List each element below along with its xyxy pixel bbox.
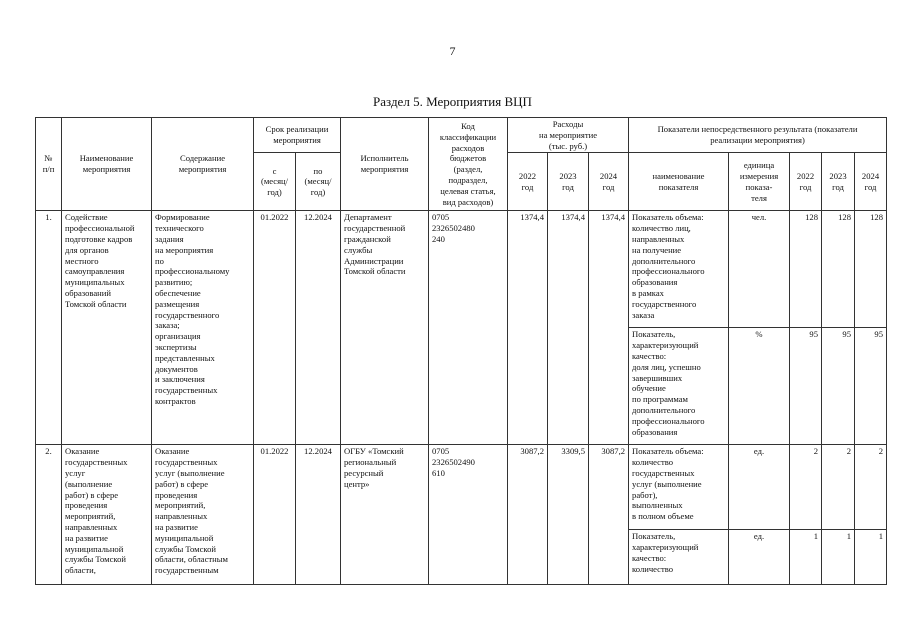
header-ind-2023: 2023 год [822,153,855,211]
executor: ОГБУ «Томский региональный ресурсный центр» [341,445,429,585]
indicator-2023: 128 [822,211,855,328]
header-indicators: Показатели непосредственного результата (показатели реализации мероприятия) [629,118,887,153]
table-row [36,211,887,328]
indicator-unit: ед. [729,445,790,530]
activity-name: Оказание государственных услуг (выполнение работ) в сфере проведения мероприятий, направленных на развитие муниципальной службы Томской области, [62,445,152,585]
indicator-2022: 95 [790,328,822,445]
indicator-name: Показатель, характеризующий качество: количество [629,530,729,585]
header-period: Срок реализации мероприятия [254,118,341,153]
header-exp-2024: 2024 год [589,153,629,211]
header-code: Код классификации расходов бюджетов (раздел, подраздел, целевая статья, вид расходов) [429,118,508,211]
classification-code: 0705 2326502480 240 [429,211,508,445]
header-ind-2024: 2024 год [855,153,887,211]
indicator-2024: 95 [855,328,887,445]
expense-2022: 3087,2 [508,445,548,585]
header-expenses: Расходы на мероприятие (тыс. руб.) [508,118,629,153]
header-num: № п/п [36,118,62,211]
header-executor: Исполнитель мероприятия [341,118,429,211]
activity-name: Содействие профессиональной подготовке кадров для органов местного самоуправления муниципальных образований Томской области [62,211,152,445]
header-period-to: по (месяц/ год) [296,153,341,211]
indicator-2022: 128 [790,211,822,328]
period-to: 12.2024 [296,211,341,445]
expense-2024: 3087,2 [589,445,629,585]
period-from: 01.2022 [254,445,296,585]
expense-2023: 1374,4 [548,211,589,445]
activities-table [35,117,887,585]
section-title: Раздел 5. Мероприятия ВЦП [373,94,532,109]
indicator-2024: 128 [855,211,887,328]
indicator-name: Показатель, характеризующий качество: доля лиц, успешно завершивших обучение по программам дополнительного профессионального образования [629,328,729,445]
period-to: 12.2024 [296,445,341,585]
executor: Департамент государственной гражданской службы Администрации Томской области [341,211,429,445]
indicator-name: Показатель объема: количество государственных услуг (выполнение работ), выполненных в полном объеме [629,445,729,530]
header-name: Наименование мероприятия [62,118,152,211]
header-period-from: с (месяц/ год) [254,153,296,211]
header-indicator-name: наименование показателя [629,153,729,211]
expense-2023: 3309,5 [548,445,589,585]
indicator-2023: 2 [822,445,855,530]
period-from: 01.2022 [254,211,296,445]
indicator-unit: чел. [729,211,790,328]
expense-2024: 1374,4 [589,211,629,445]
header-content: Содержание мероприятия [152,118,254,211]
activity-content: Оказание государственных услуг (выполнение работ) в сфере проведения мероприятий, направленных на развитие муниципальной службы Томской области, областным государственным [152,445,254,585]
page-number: 7 [449,44,456,58]
row-num: 1. [36,211,62,445]
row-num: 2. [36,445,62,585]
header-indicator-unit: единица измерения показа- теля [729,153,790,211]
indicator-2022: 2 [790,445,822,530]
indicator-unit: ед. [729,530,790,585]
indicator-2023: 95 [822,328,855,445]
indicator-2024: 2 [855,445,887,530]
indicator-2022: 1 [790,530,822,585]
header-ind-2022: 2022 год [790,153,822,211]
activity-content: Формирование технического задания на мероприятия по профессиональному развитию; обеспечение размещения государственного заказа; организация экспертизы представленных документов и заключения государственных контрактов [152,211,254,445]
indicator-name: Показатель объема: количество лиц, направленных на получение дополнительного профессионального образования в рамках государственного заказа [629,211,729,328]
table-row [36,445,887,530]
expense-2022: 1374,4 [508,211,548,445]
classification-code: 0705 2326502490 610 [429,445,508,585]
indicator-unit: % [729,328,790,445]
header-exp-2023: 2023 год [548,153,589,211]
header-exp-2022: 2022 год [508,153,548,211]
indicator-2024: 1 [855,530,887,585]
indicator-2023: 1 [822,530,855,585]
